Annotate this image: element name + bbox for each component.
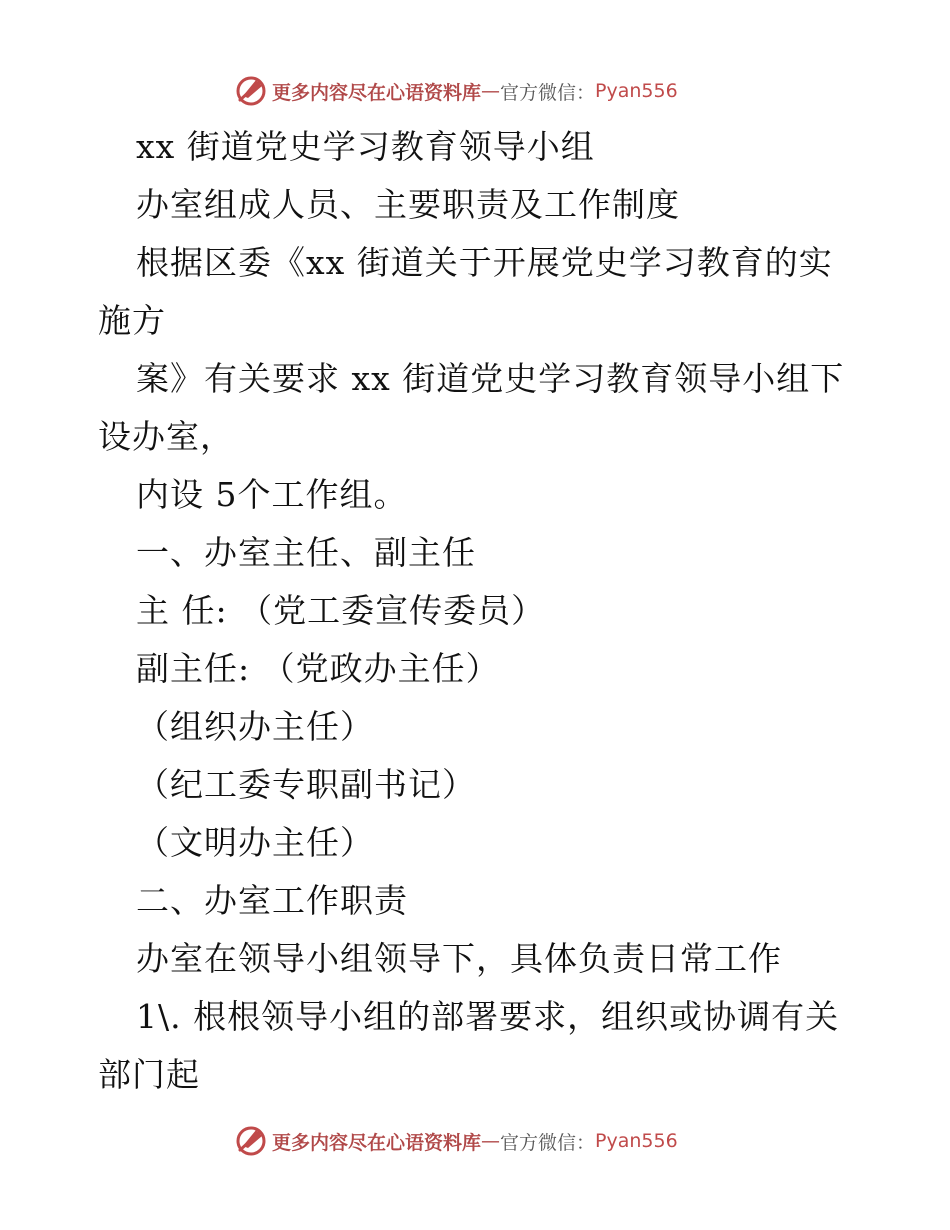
paragraph-line: 办室在领导小组领导下，具体负责日常工作 [136, 939, 782, 978]
doc-title-line-1: xx 街道党史学习教育领导小组 [136, 127, 595, 166]
doc-title-line-2: 办室组成人员、主要职责及工作制度 [136, 185, 680, 224]
deputy-member-line: （纪工委专职副书记） [136, 765, 476, 804]
watermark-wechat-id: Pyan556 [595, 80, 678, 102]
deputy-member-line: （组织办主任） [136, 707, 374, 746]
paragraph-line: 内设 5个工作组。 [136, 475, 408, 514]
pen-logo-icon [234, 1124, 268, 1158]
watermark-banner-top [234, 71, 678, 111]
paragraph-line: 根据区委《xx 街道关于开展党史学习教育的实 [136, 243, 833, 282]
watermark-banner-bottom [234, 1121, 678, 1161]
watermark-official-label: 官方微信： [500, 1131, 596, 1154]
watermark-wechat-id: Pyan556 [595, 1130, 678, 1152]
director-line: 主 任: （党工委宣传委员） [136, 591, 546, 630]
watermark-dash: — [481, 1130, 501, 1152]
list-item-line: 1\. 根根领导小组的部署要求，组织或协调有关 [136, 997, 840, 1036]
watermark-dash: — [481, 80, 501, 102]
paragraph-line: 案》有关要求 xx 街道党史学习教育领导小组下 [136, 359, 845, 398]
pen-logo-icon [234, 74, 268, 108]
watermark-official-label: 官方微信： [500, 81, 596, 104]
paragraph-line: 设办室， [98, 417, 234, 456]
paragraph-line: 施方 [98, 301, 166, 340]
deputy-director-line: 副主任: （党政办主任） [136, 649, 500, 688]
watermark-main-text: 更多内容尽在心语资料库 [272, 81, 482, 104]
deputy-member-line: （文明办主任） [136, 823, 374, 862]
watermark-main-text: 更多内容尽在心语资料库 [272, 1131, 482, 1154]
list-item-line: 部门起 [98, 1055, 200, 1094]
section-heading-2: 二、办室工作职责 [136, 881, 408, 920]
section-heading-1: 一、办室主任、副主任 [136, 533, 476, 572]
